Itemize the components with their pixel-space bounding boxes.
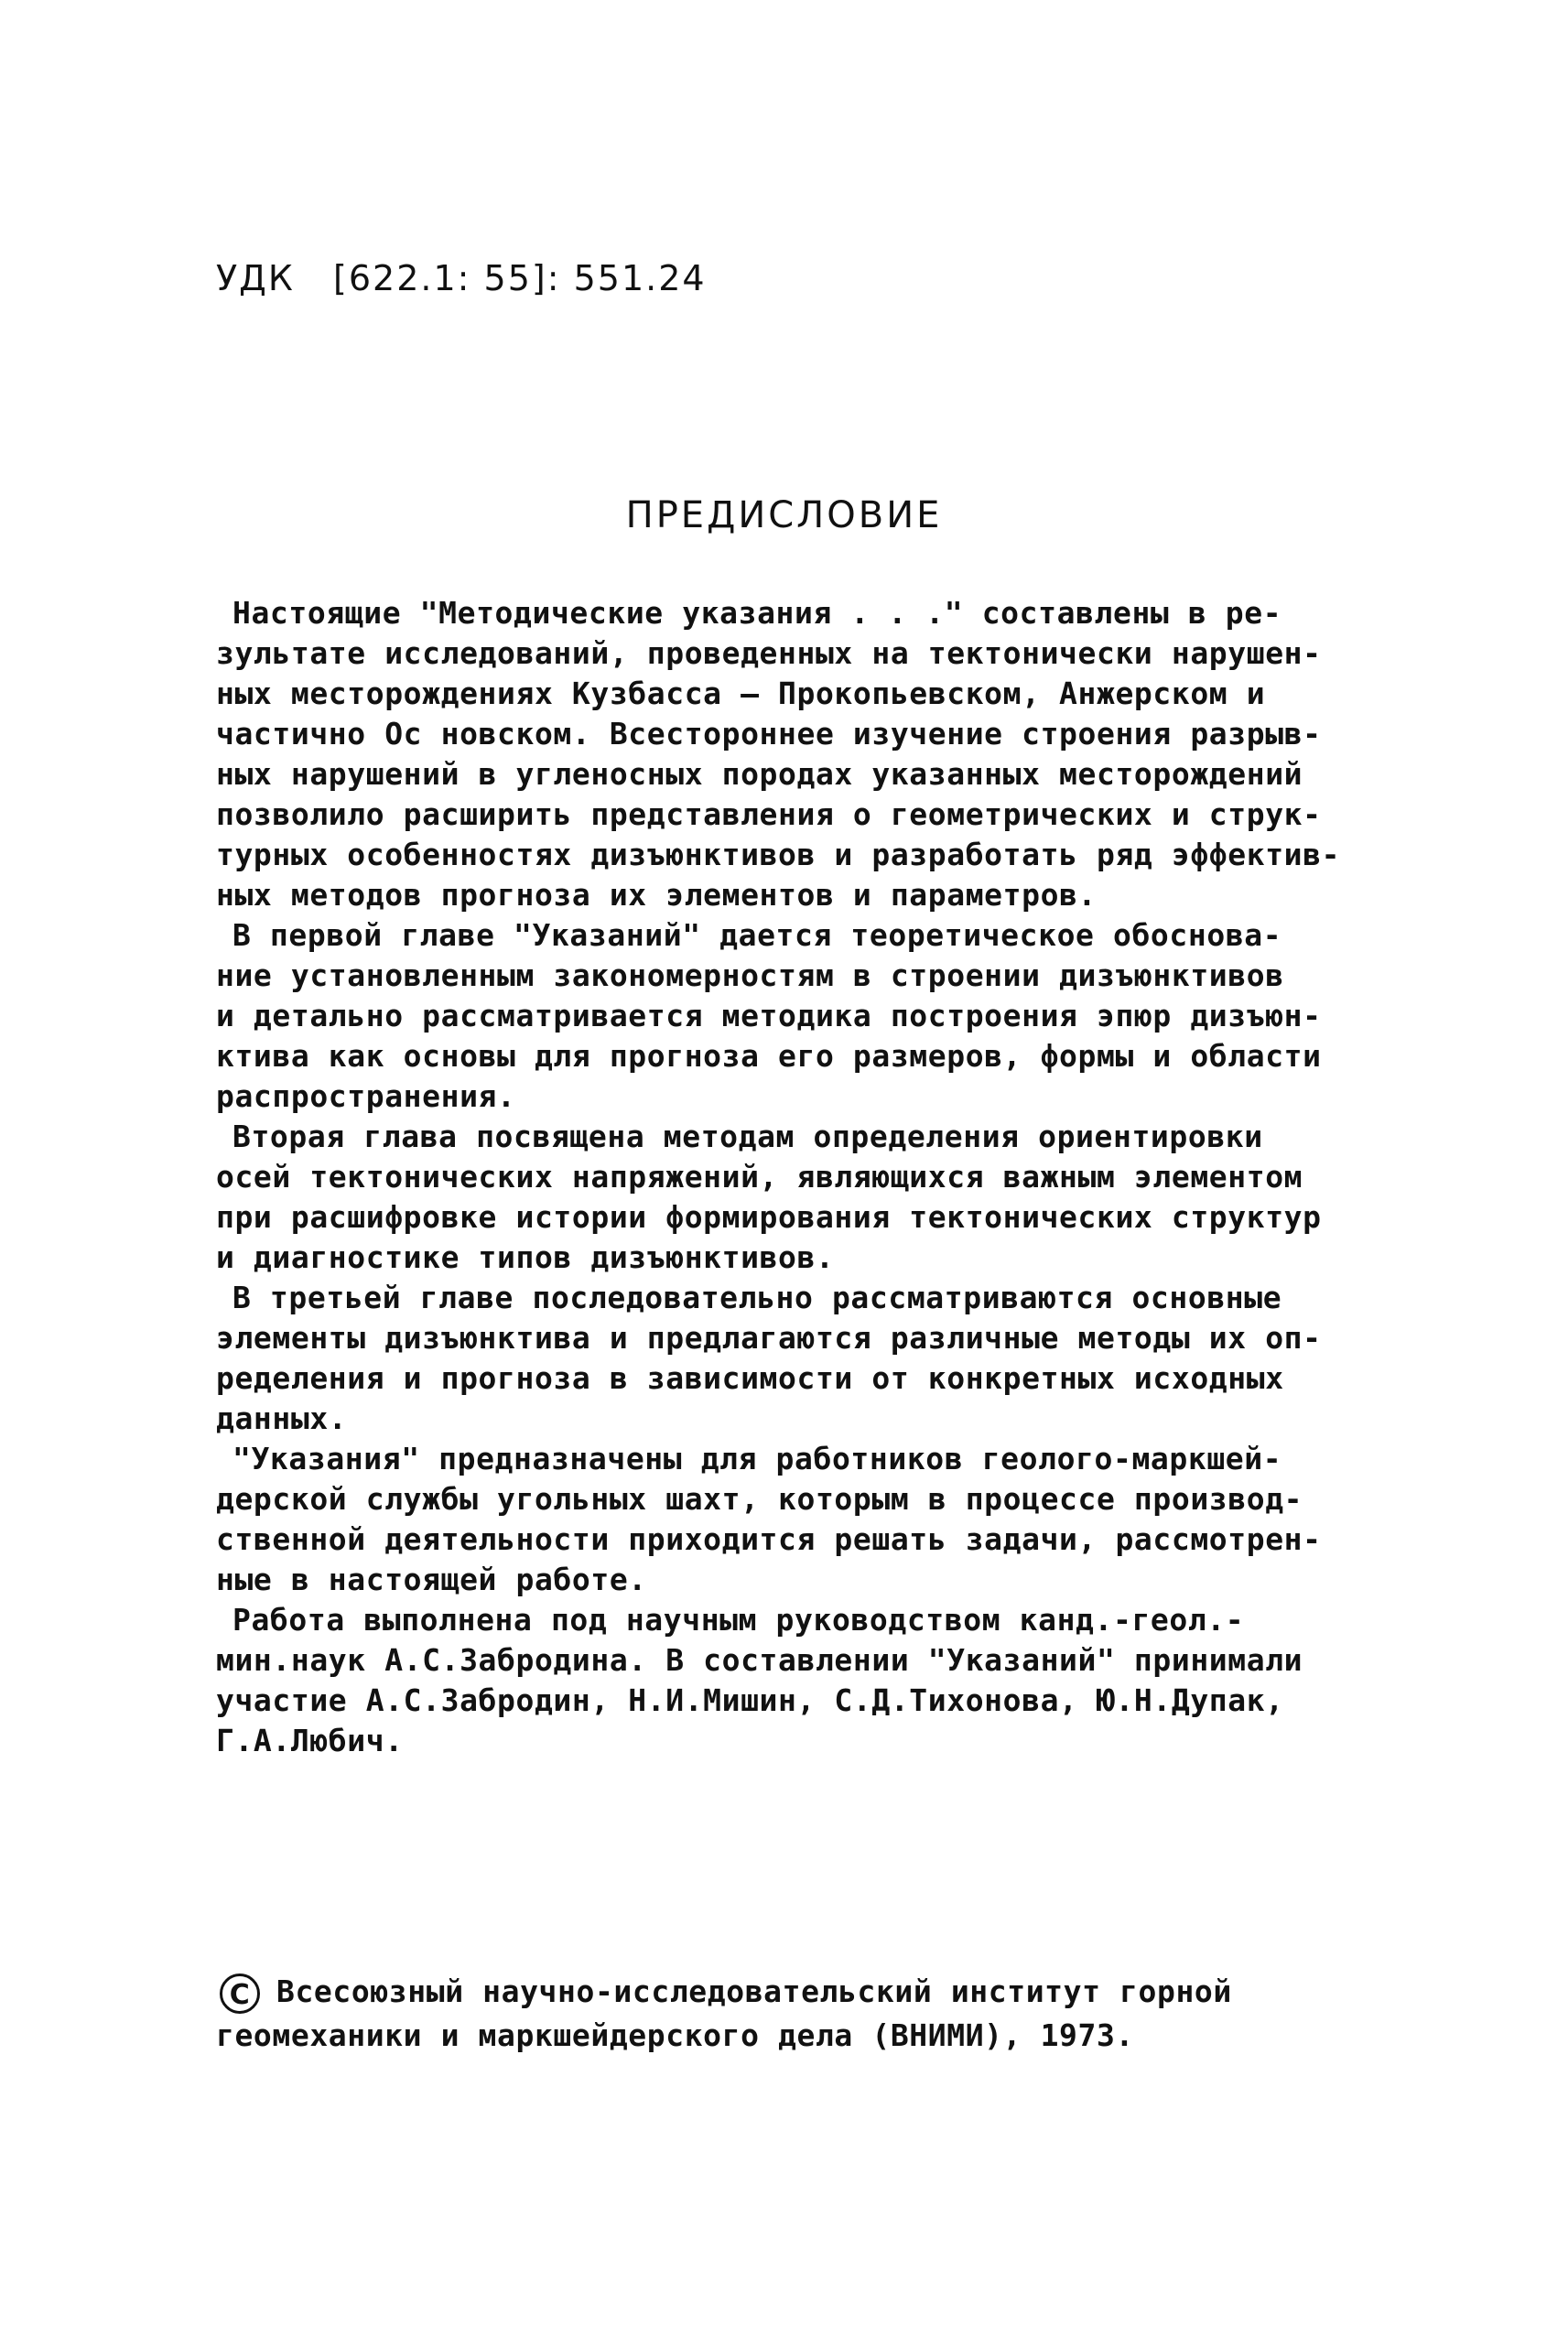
- page-title: ПРЕДИСЛОВИЕ: [625, 494, 943, 536]
- text-line: при расшифровке истории формирования тектонических структур: [216, 1199, 1322, 1235]
- preface-body: [216, 593, 1415, 1761]
- copyright-line-2: геомеханики и маркшейдерского дела (ВНИМИ), 1973.: [216, 2017, 1134, 2053]
- text-line: Вторая глава посвящена методам определения ориентировки: [232, 1119, 1263, 1154]
- text-line: ственной деятельности приходится решать задачи, рассмотрен-: [216, 1521, 1322, 1557]
- text-line: распространения.: [216, 1078, 516, 1114]
- text-line: ние установленным закономерностям в строении дизъюнктивов: [216, 957, 1284, 993]
- copyright-block: [216, 1970, 1424, 2058]
- text-line: "Указания" предназначены для работников геолого-маркшей-: [232, 1441, 1282, 1476]
- copyright-icon: C: [220, 1974, 260, 2014]
- text-line: ных нарушений в угленосных породах указанных месторождений: [216, 756, 1303, 792]
- text-line: и диагностике типов дизъюнктивов.: [216, 1239, 835, 1275]
- text-line: элементы дизъюнктива и предлагаются различные методы их оп-: [216, 1320, 1322, 1356]
- copyright-line-1: [216, 1970, 1424, 2014]
- text-line: ных методов прогноза их элементов и параметров.: [216, 877, 1097, 913]
- text-line: Работа выполнена под научным руководством канд.-геол.-: [232, 1602, 1245, 1638]
- text-line: участие А.С.Забродин, Н.И.Мишин, С.Д.Тихонова, Ю.Н.Дупак,: [216, 1682, 1284, 1718]
- text-line: В первой главе "Указаний" дается теоретическое обоснова-: [232, 917, 1282, 953]
- text-line: и детально рассматривается методика построения эпюр дизъюн-: [216, 998, 1322, 1033]
- text-line: позволило расширить представления о геометрических и струк-: [216, 796, 1322, 832]
- text-line: турных особенностях дизъюнктивов и разработать ряд эффектив-: [216, 837, 1341, 872]
- text-line: ные в настоящей работе.: [216, 1562, 647, 1597]
- copyright-text-1: Всесоюзный научно-исследовательский институт горной: [276, 1974, 1232, 2009]
- text-line: данных.: [216, 1400, 348, 1436]
- text-line: ределения и прогноза в зависимости от конкретных исходных: [216, 1360, 1284, 1396]
- text-line: Настоящие "Методические указания . . ." составлены в ре-: [232, 595, 1282, 631]
- text-line: дерской службы угольных шахт, которым в процессе производ-: [216, 1481, 1303, 1517]
- text-line: В третьей главе последовательно рассматриваются основные: [232, 1280, 1282, 1315]
- text-line: ных месторождениях Кузбасса – Прокопьевском, Анжерском и: [216, 676, 1266, 711]
- udk-code: УДК [622.1: 55]: 551.24: [216, 258, 707, 298]
- text-line: частично Ос новском. Всестороннее изучение строения разрыв-: [216, 716, 1322, 752]
- text-line: осей тектонических напряжений, являющихся важным элементом: [216, 1159, 1303, 1195]
- text-line: ктива как основы для прогноза его размеров, формы и области: [216, 1038, 1322, 1074]
- text-line: Г.А.Любич.: [216, 1723, 404, 1758]
- text-line: мин.наук А.С.Забродина. В составлении "Указаний" принимали: [216, 1642, 1303, 1678]
- text-line: зультате исследований, проведенных на тектонически нарушен-: [216, 635, 1322, 671]
